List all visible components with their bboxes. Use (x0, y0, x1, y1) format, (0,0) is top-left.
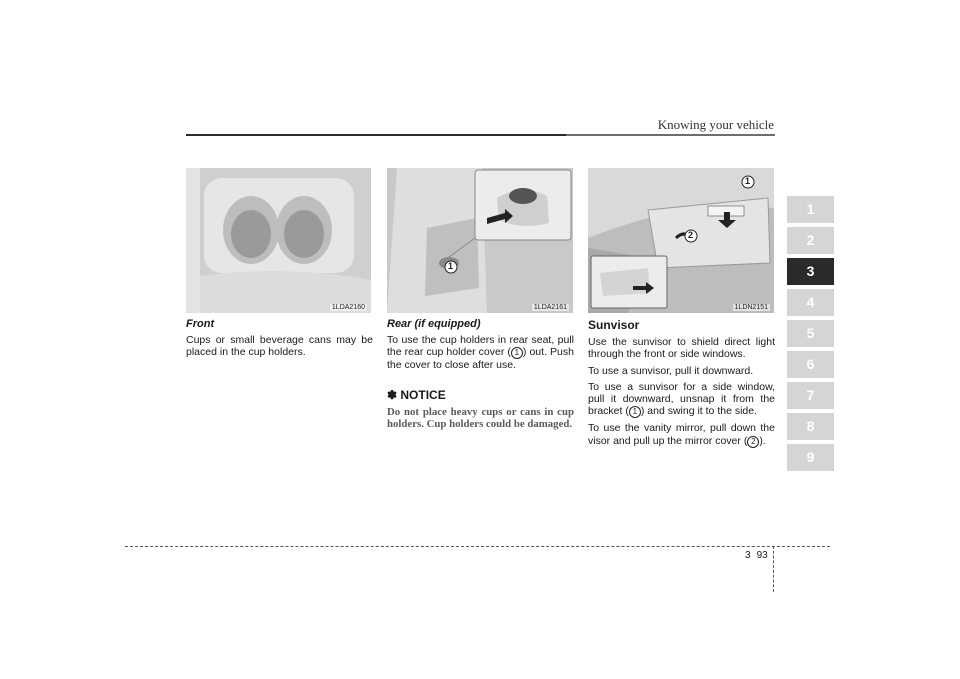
photo-rear-cup-holder (387, 168, 573, 313)
text: ). (759, 434, 766, 447)
image-code: 1LDA2160 (331, 304, 365, 311)
page-number-value: 93 (756, 550, 768, 561)
sunvisor-illustration (588, 168, 774, 313)
footer-rule (125, 546, 830, 547)
circled-number: 1 (629, 406, 641, 418)
callout-1: 1 (745, 176, 751, 186)
page-number (745, 550, 768, 561)
chapter-tab-6[interactable]: 6 (787, 351, 834, 378)
chapter-tab-4[interactable]: 4 (787, 289, 834, 316)
text: ) and swing it to the side. (640, 405, 758, 418)
chapter-tab-7[interactable]: 7 (787, 382, 834, 409)
photo-sunvisor (588, 168, 774, 313)
paragraph: Cups or small beverage cans may be placed in the cup holders. (186, 334, 373, 359)
notice-title: ✽ NOTICE (387, 387, 446, 402)
chapter-tabs (787, 196, 834, 475)
subheading-front: Front (186, 318, 215, 330)
chapter-tab-2[interactable]: 2 (787, 227, 834, 254)
paragraph (387, 334, 574, 372)
section-front (186, 318, 373, 363)
paragraph (588, 381, 775, 419)
chapter-tab-5[interactable]: 5 (787, 320, 834, 347)
header-title: Knowing your vehicle (657, 117, 774, 132)
paragraph: Use the sunvisor to shield direct light through the front or side windows. (588, 336, 775, 361)
rear-cup-holder-illustration (387, 168, 573, 313)
paragraph (588, 422, 775, 447)
text: To use a sunvisor for a side window, pull it downward, unsnap it from the bracket ( (588, 380, 775, 418)
section-sunvisor (588, 318, 775, 452)
front-cup-holder-illustration (186, 168, 371, 313)
section-rear (387, 318, 574, 430)
chapter-tab-3[interactable]: 3 (787, 258, 834, 285)
chapter-number: 3 (745, 550, 751, 561)
paragraph: To use a sunvisor, pull it downward. (588, 364, 754, 377)
chapter-tab-1[interactable]: 1 (787, 196, 834, 223)
circled-number: 1 (511, 347, 523, 359)
subheading-sunvisor: Sunvisor (588, 318, 640, 332)
callout-2: 2 (688, 230, 694, 240)
image-code: 1LDN2151 (734, 304, 768, 311)
header-rule (186, 134, 775, 136)
photo-front-cup-holders (186, 168, 371, 313)
subheading-rear: Rear (if equipped) (387, 318, 481, 330)
text: To use the cup holders in rear seat, pull the rear cup holder cover ( (387, 334, 574, 359)
notice-text: Do not place heavy cups or cans in cup holders. Cup holders could be damaged. (387, 405, 574, 430)
chapter-tab-9[interactable]: 9 (787, 444, 834, 471)
circled-number: 2 (747, 436, 759, 448)
text: To use the vanity mirror, pull down the visor and pull up the mirror cover ( (588, 422, 775, 447)
callout-1: 1 (448, 261, 454, 271)
text: ) out. Push the cover to close after use. (387, 346, 574, 372)
image-code: 1LDA2161 (533, 304, 567, 311)
footer-divider (773, 546, 774, 592)
chapter-tab-8[interactable]: 8 (787, 413, 834, 440)
